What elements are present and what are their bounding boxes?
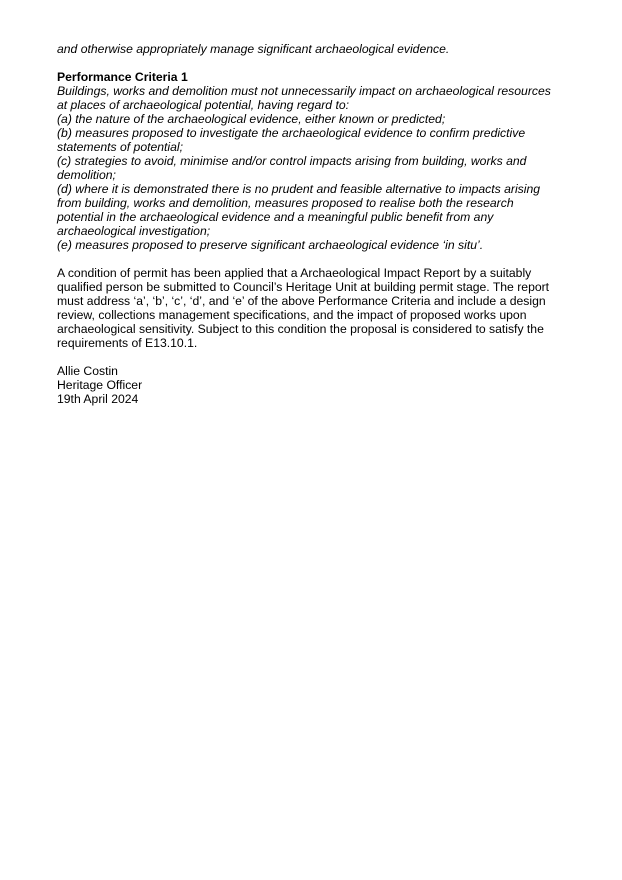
- signature-block: [57, 364, 577, 406]
- spacer: [57, 350, 577, 364]
- criteria-line: from building, works and demolition, measures proposed to realise both the research: [57, 196, 514, 210]
- spacer: [57, 56, 577, 70]
- signatory-title: Heritage Officer: [57, 378, 143, 392]
- criteria-line: Buildings, works and demolition must not unnecessarily impact on archaeological resources: [57, 84, 551, 98]
- condition-line: review, collections management specifications, and the impact of proposed works upon: [57, 308, 527, 322]
- criteria-line: statements of potential;: [57, 140, 184, 154]
- spacer: [57, 252, 577, 266]
- performance-criteria-section: [57, 70, 577, 252]
- criteria-line: (d) where it is demonstrated there is no prudent and feasible alternative to impacts arising: [57, 182, 541, 196]
- signature-date: 19th April 2024: [57, 392, 139, 406]
- criteria-line: (c) strategies to avoid, minimise and/or control impacts arising from building, works and: [57, 154, 527, 168]
- condition-line: archaeological sensitivity. Subject to this condition the proposal is considered to satisfy the: [57, 322, 544, 336]
- document-page: [57, 42, 577, 406]
- criteria-line: archaeological investigation;: [57, 224, 211, 238]
- criteria-line: (e) measures proposed to preserve significant archaeological evidence ‘in situ’.: [57, 238, 484, 252]
- criteria-line: potential in the archaeological evidence and a meaningful public benefit from any: [57, 210, 494, 224]
- signatory-name: Allie Costin: [57, 364, 118, 378]
- criteria-body: [57, 84, 577, 252]
- condition-paragraph: [57, 266, 577, 350]
- criteria-line: (a) the nature of the archaeological evidence, either known or predicted;: [57, 112, 446, 126]
- intro-line: and otherwise appropriately manage significant archaeological evidence.: [57, 42, 450, 56]
- criteria-line: demolition;: [57, 168, 116, 182]
- condition-line: requirements of E13.10.1.: [57, 336, 198, 350]
- criteria-line: (b) measures proposed to investigate the archaeological evidence to confirm predictive: [57, 126, 526, 140]
- intro-paragraph: [57, 42, 577, 56]
- condition-line: qualified person be submitted to Council’s Heritage Unit at building permit stage. The report: [57, 280, 550, 294]
- condition-line: must address ‘a’, ‘b’, ‘c’, ‘d’, and ‘e’ of the above Performance Criteria and include a design: [57, 294, 546, 308]
- condition-line: A condition of permit has been applied that a Archaeological Impact Report by a suitably: [57, 266, 532, 280]
- criteria-line: at places of archaeological potential, having regard to:: [57, 98, 350, 112]
- criteria-heading: Performance Criteria 1: [57, 70, 188, 84]
